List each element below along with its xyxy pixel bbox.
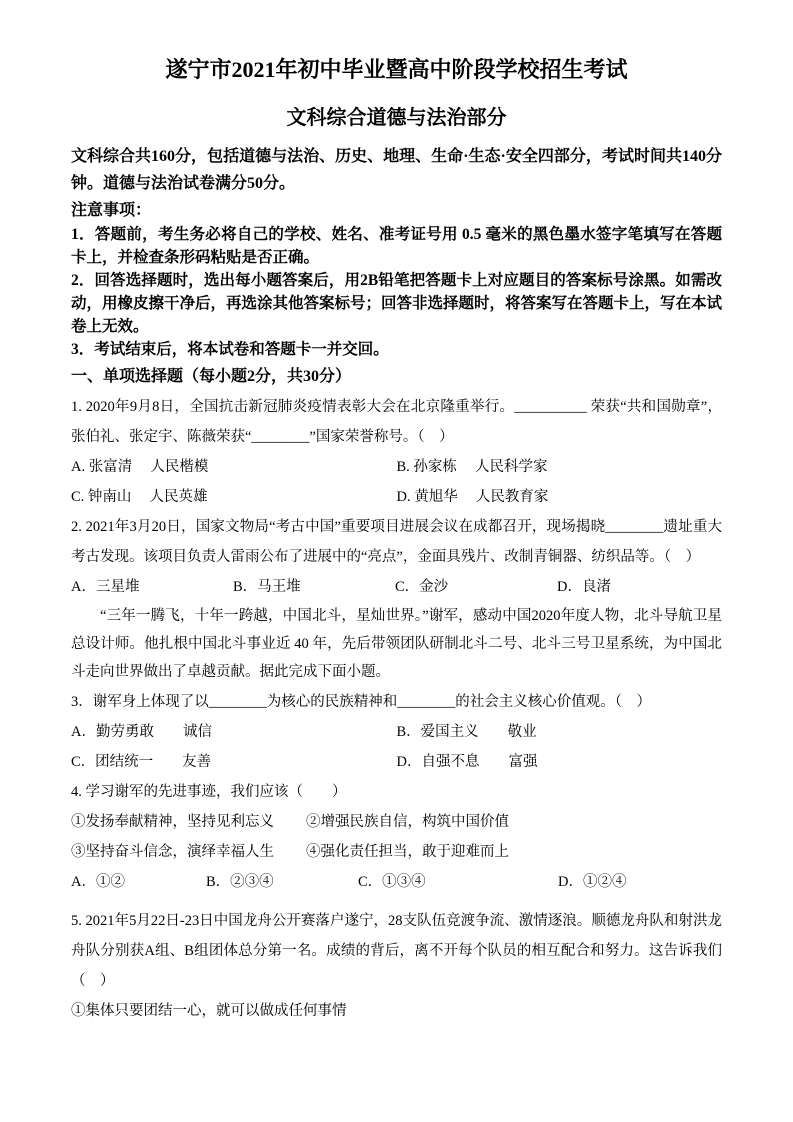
question-4-statement-3: ③坚持奋斗信念，演绎幸福人生 [71,843,274,860]
question-1-options [71,452,722,512]
question-3 [71,687,722,777]
question-3-option-c: C．团结统一 友善 [71,753,212,770]
question-4-statements [71,807,722,867]
exam-subtitle: 文科综合道德与法治部分 [286,106,507,129]
question-4-option-a: A．①② [71,873,125,890]
question-2-option-b: B．马王堆 [233,578,301,595]
question-4-options [71,867,722,897]
section-heading: 一、单项选择题（每小题2分，共30分） [71,367,352,385]
question-2-stem: 2. 2021年3月20日，国家文物局“考古中国”重要项目进展会议在成都召开，现场揭晓________遗址重大考古发现。该项目负责人雷雨公布了进展中的“亮点”，金面具残片、改制青铜器、纺织品等。（ ） [71,518,722,565]
exam-intro: 文科综合共160分，包括道德与法治、历史、地理、生命·生态·安全四部分，考试时间共140分钟。道德与法治试卷满分50分。 [71,147,722,192]
question-5-stem: 5. 2021年5月22日-23日中国龙舟公开赛落户遂宁，28支队伍竞渡争流、激情逐浪。顺德龙舟队和射洪龙舟队分别获A组、B组团体总分第一名。成绩的背后，离不开每个队员的相互配合和努力。这告诉我们（ ） [71,912,722,989]
question-2-option-c: C．金沙 [395,578,449,595]
question-4-statement-1: ①发扬奉献精神，坚持见利忘义 [71,813,274,830]
question-4-option-d: D．①②④ [558,873,627,890]
exam-title: 遂宁市2021年初中毕业暨高中阶段学校招生考试 [165,57,628,82]
question-1-stem: 1. 2020年9月8日，全国抗击新冠肺炎疫情表彰大会在北京隆重举行。__________ 荣获“共和国勋章”，张伯礼、张定宇、陈薇荣获“________”国家荣誉称号。（ ） [71,398,722,445]
question-3-option-b: B．爱国主义 敬业 [396,723,537,740]
question-3-options [71,717,722,777]
question-4 [71,777,722,897]
notice-item-1: 1．答题前，考生务必将自己的学校、姓名、准考证号用 0.5 毫米的黑色墨水签字笔填写在答题卡上，并检查条形码粘贴是否正确。 [71,226,722,267]
questions-area [71,392,722,1026]
question-3-option-d: D．自强不息 富强 [396,753,538,770]
question-4-stem: 4. 学习谢军的先进事迹，我们应该（ ） [71,783,347,800]
question-5-statement-1: ①集体只要团结一心，就可以做成任何事情 [71,1002,347,1019]
notice-item-3: 3．考试结束后，将本试卷和答题卡一并交回。 [71,340,389,358]
question-5 [71,906,722,1026]
question-3-option-a: A．勤劳勇敢 诚信 [71,723,212,740]
question-1-option-d: D. 黄旭华 人民教育家 [396,488,549,505]
question-4-option-c: C．①③④ [358,873,426,890]
reading-passage: “三年一腾飞，十年一跨越，中国北斗，星灿世界。”谢军，感动中国2020年度人物，北斗导航卫星总设计师。他扎根中国北斗事业近 40 年，先后带领团队研制北斗二号、北斗三号卫星系统，为中国北斗走向世界做出了卓越贡献。据此完成下面小题。 [71,607,722,681]
question-4-statement-4: ④强化责任担当，敢于迎难而上 [306,843,509,860]
notice-heading: 注意事项： [71,201,152,219]
question-1 [71,392,722,512]
question-1-option-b: B. 孙家栋 人民科学家 [396,458,548,475]
question-2-option-d: D．良渚 [557,578,611,595]
question-1-option-a: A. 张富清 人民楷模 [71,458,209,475]
question-2-option-a: A．三星堆 [71,578,140,595]
question-1-option-c: C. 钟南山 人民英雄 [71,488,208,505]
notice-item-2: 2．回答选择题时，选出每小题答案后，用2B铅笔把答题卡上对应题目的答案标号涂黑。如需改动，用橡皮擦干净后，再选涂其他答案标号；回答非选择题时，将答案写在答题卡上，写在本试卷上无效。 [71,272,723,335]
question-4-option-b: B．②③④ [206,873,274,890]
question-2-options [71,572,722,602]
question-3-stem: 3．谢军身上体现了以________为核心的民族精神和________的社会主义核心价值观。（ ） [71,693,651,710]
question-4-statement-2: ②增强民族自信，构筑中国价值 [306,813,509,830]
question-2 [71,512,722,602]
